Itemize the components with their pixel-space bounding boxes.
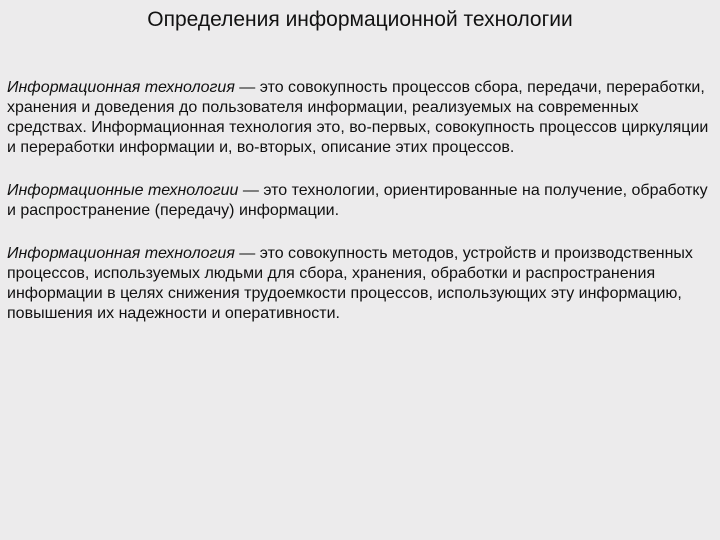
definition-paragraph [7,244,715,324]
definition-paragraph [7,181,715,221]
definition-text: — это совокупность методов, устройств и производственных процессов, используемых людьми для сбора, хранения, обработки и распространения информации в целях снижения трудоемкости процессов, использующих эту информацию, повышения их надежности и оперативности. [7,245,693,322]
definition-term: Информационная технология [7,79,235,96]
definitions-list [7,78,715,347]
slide-title: Определения информационной технологии [147,8,573,31]
definition-text: — это технологии, ориентированные на получение, обработку и распространение (передачу) информации. [7,182,708,219]
definition-paragraph [7,78,715,158]
definition-term: Информационные технологии [7,182,239,199]
definition-text: — это совокупность процессов сбора, передачи, переработки, хранения и доведения до пользователя информации, реализуемых на современных средствах. Информационная технология это, во-первых, совокупность процессов циркуляции и переработки информации и, во-вторых, описание этих процессов. [7,79,709,156]
definition-term: Информационная технология [7,245,235,262]
